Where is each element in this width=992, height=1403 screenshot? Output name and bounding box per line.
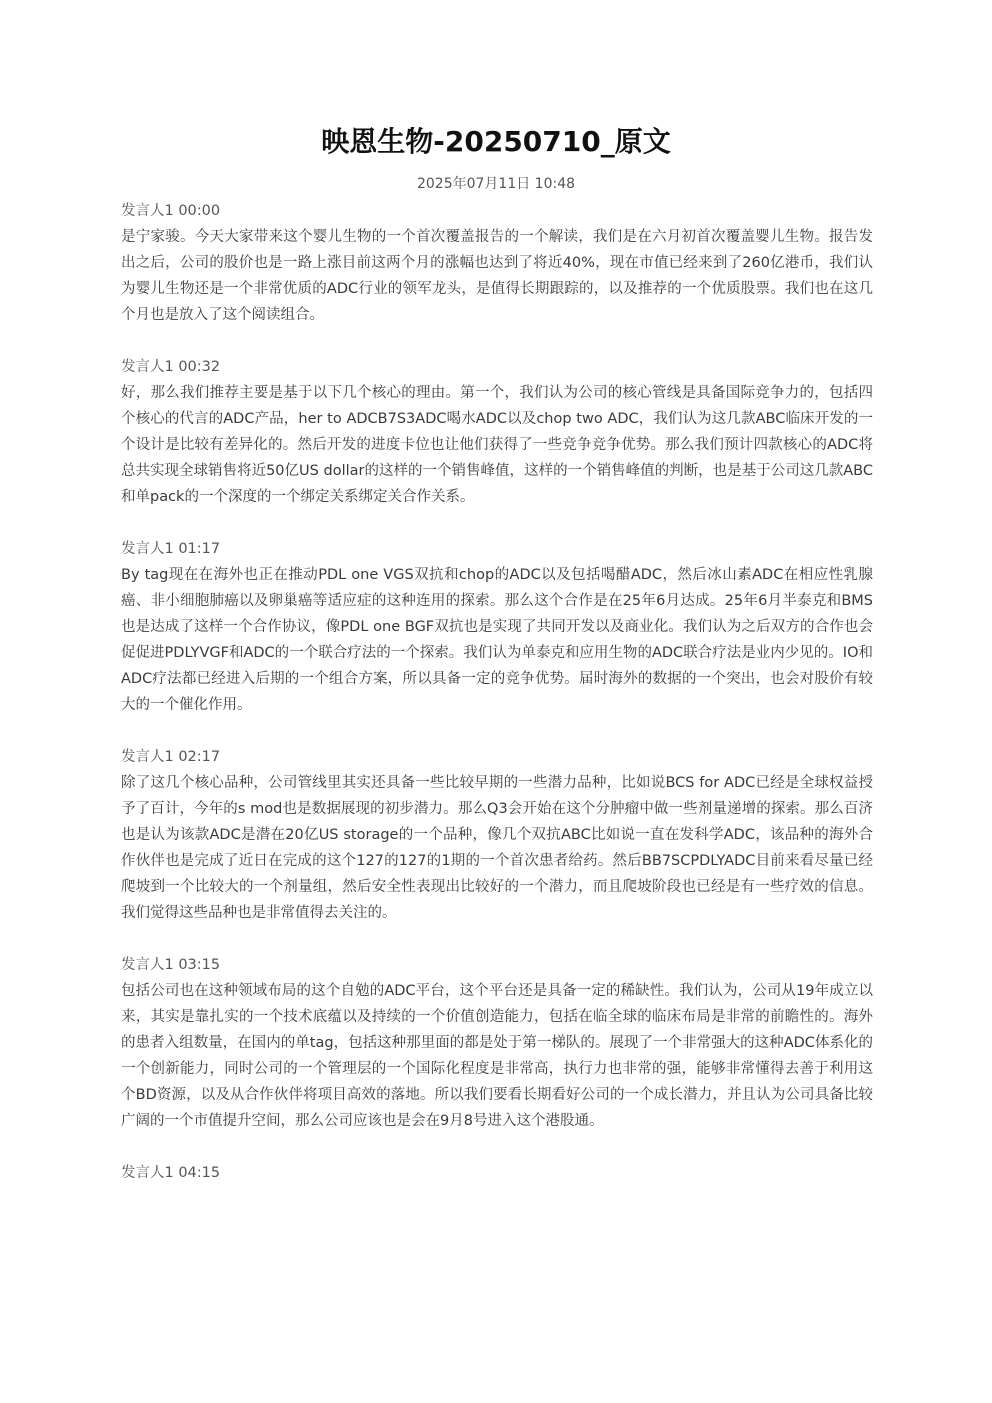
transcript-segment	[121, 952, 873, 1134]
transcript-segment	[121, 1160, 873, 1186]
transcript-segment	[121, 744, 873, 926]
segment-text: 除了这几个核心品种，公司管线里其实还具备一些比较早期的一些潜力品种，比如说BCS for ADC已经是全球权益授予了百计，今年的s mod也是数据展现的初步潜力。那么Q3会开始在这个分肿瘤中做一些剂量递增的探索。那么百济也是认为该款ADC是潜在20亿US storage的一个品种，像几个双抗ABC比如说一直在发科学ADC，该品种的海外合作伙伴也是完成了近日在完成的这个127的127的1期的一个首次患者给药。然后BB7SCPDLYADC目前来看尽量已经爬坡到一个比较大的一个剂量组，然后安全性表现出比较好的一个潜力，而且爬坡阶段也已经是有一些疗效的信息。我们觉得这些品种也是非常值得去关注的。	[121, 775, 873, 921]
speaker-timestamp: 发言人1 04:15	[121, 1165, 221, 1181]
segment-text: 好，那么我们推荐主要是基于以下几个核心的理由。第一个，我们认为公司的核心管线是具备国际竞争力的，包括四个核心的代言的ADC产品，her to ADCB7S3ADC喝水ADC以及chop two ADC，我们认为这几款ABC临床开发的一个设计是比较有差异化的。然后开发的进度卡位也让他们获得了一些竞争竞争优势。那么我们预计四款核心的ADC将总共实现全球销售将近50亿US dollar的这样的一个销售峰值，这样的一个销售峰值的判断，也是基于公司这几款ABC和单pack的一个深度的一个绑定关系绑定关合作关系。	[121, 385, 873, 505]
transcript-segment	[121, 354, 873, 510]
segment-text: 包括公司也在这种领域布局的这个自勉的ADC平台，这个平台还是具备一定的稀缺性。我们认为，公司从19年成立以来，其实是靠扎实的一个技术底蕴以及持续的一个价值创造能力，包括在临全球的临床布局是非常的前瞻性的。海外的患者入组数量，在国内的单tag，包括这种那里面的都是处于第一梯队的。展现了一个非常强大的这种ADC体系化的一个创新能力，同时公司的一个管理层的一个国际化程度是非常高，执行力也非常的强，能够非常懂得去善于利用这个BD资源，以及从合作伙伴将项目高效的落地。所以我们要看长期看好公司的一个成长潜力，并且认为公司具备比较广阔的一个市值提升空间，那么公司应该也是会在9月8号进入这个港股通。	[121, 983, 873, 1129]
transcript-body	[121, 198, 873, 1212]
transcript-segment	[121, 536, 873, 718]
speaker-timestamp: 发言人1 01:17	[121, 541, 221, 557]
speaker-timestamp: 发言人1 03:15	[121, 957, 221, 973]
speaker-timestamp: 发言人1 02:17	[121, 749, 221, 765]
speaker-timestamp: 发言人1 00:32	[121, 359, 221, 375]
segment-text: 是宁家骏。今天大家带来这个婴儿生物的一个首次覆盖报告的一个解读，我们是在六月初首次覆盖婴儿生物。报告发出之后，公司的股价也是一路上涨目前这两个月的涨幅也达到了将近40%，现在市值已经来到了260亿港币，我们认为婴儿生物还是一个非常优质的ADC行业的领军龙头，是值得长期跟踪的，以及推荐的一个优质股票。我们也在这几个月也是放入了这个阅读组合。	[121, 229, 873, 323]
document-date: 2025年07月11日 10:48	[416, 176, 576, 192]
document-title: 映恩生物-20250710_原文	[321, 125, 671, 158]
transcript-segment	[121, 198, 873, 328]
segment-text: By tag现在在海外也正在推动PDL one VGS双抗和chop的ADC以及包括喝醋ADC，然后冰山素ADC在相应性乳腺癌、非小细胞肺癌以及卵巢癌等适应症的这种连用的探索。那么这个合作是在25年6月达成。25年6月半泰克和BMS也是达成了这样一个合作协议，像PDL one BGF双抗也是实现了共同开发以及商业化。我们认为之后双方的合作也会促促进PDLYVGF和ADC的一个联合疗法的一个探索。我们认为单泰克和应用生物的ADC联合疗法是业内少见的。IO和ADC疗法都已经进入后期的一个组合方案，所以具备一定的竞争优势。届时海外的数据的一个突出，也会对股价有较大的一个催化作用。	[121, 567, 873, 713]
speaker-timestamp: 发言人1 00:00	[121, 203, 221, 219]
